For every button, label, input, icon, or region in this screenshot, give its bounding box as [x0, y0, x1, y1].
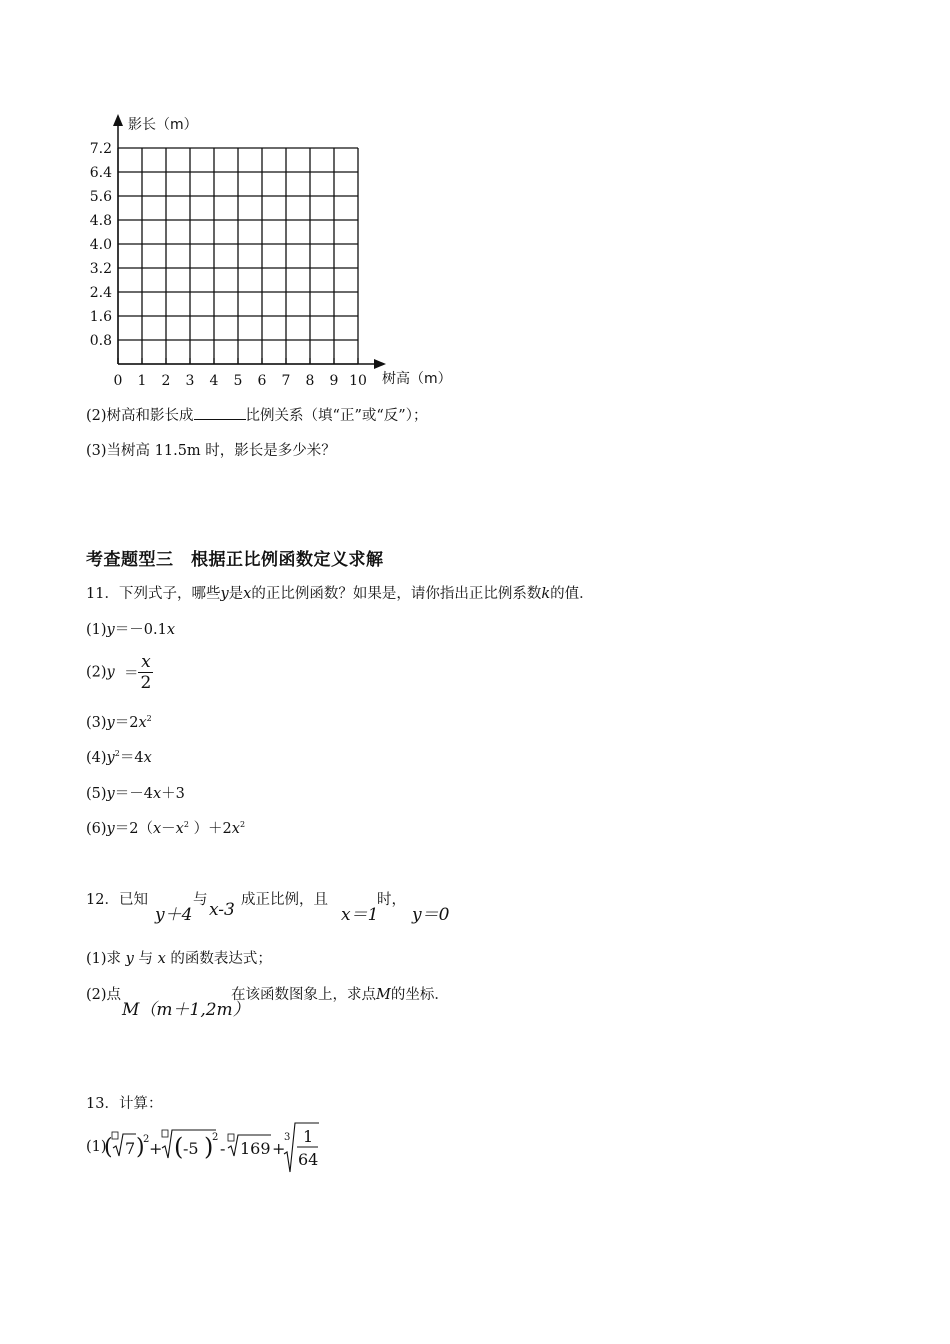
x-tick-label: 9 [329, 373, 339, 389]
q10-part3: (3)当树高 11.5m 时，影长是多少米？ [86, 443, 336, 459]
exponent: 2 [183, 820, 189, 830]
fraction-x-over-2 [138, 652, 153, 693]
y-axis-label: 影长（m） [128, 117, 198, 133]
exponent: 2 [146, 714, 152, 724]
item-number: (3) [86, 715, 107, 731]
var-y: y [106, 622, 115, 638]
q11-stem [86, 582, 594, 603]
text: 在该函数图象上，求点 [231, 987, 376, 1003]
q12-part1 [86, 947, 272, 968]
var-y: y [106, 821, 115, 837]
fraction-numerator-1: 1 [303, 1127, 314, 1146]
y-axis-arrow [113, 114, 123, 126]
y-tick-label: 3.2 [89, 261, 112, 277]
item-number: (5) [86, 786, 107, 802]
item-number: (1) [86, 622, 107, 638]
x-axis-arrow [374, 359, 386, 369]
var-x: x [152, 786, 162, 802]
paren-close: ) [136, 1135, 145, 1160]
var-y: y [106, 750, 115, 766]
q11-item-3 [86, 711, 152, 732]
item-number: (6) [86, 821, 107, 837]
equation-part: ＝－4 [114, 786, 153, 802]
y-tick-labels [90, 141, 112, 349]
equation-part: ＝2 [114, 715, 139, 731]
y-tick-label: 0.8 [89, 333, 112, 349]
exponent-2: 2 [143, 1134, 150, 1145]
y-tick-label: 4.0 [89, 237, 112, 253]
q12-part2-b [231, 983, 449, 1004]
item-number: (4) [86, 750, 107, 766]
equation-part: － [161, 821, 176, 837]
y-tick-label: 7.2 [89, 141, 112, 157]
radicand-neg5: -5 [183, 1139, 199, 1158]
y-tick-label: 5.6 [89, 189, 112, 205]
equation-part: ＝ [123, 666, 139, 682]
x-tick-label: 0 [113, 373, 123, 389]
x-tick-label: 7 [281, 373, 291, 389]
x-axis-label: 树高（m） [382, 371, 452, 387]
exponent: 2 [114, 749, 120, 759]
y-tick-label: 2.4 [89, 285, 112, 301]
text: (1)求 [86, 951, 122, 967]
var-y: y [106, 664, 115, 681]
paren-close: ) [204, 1133, 214, 1161]
var-x: x [157, 951, 166, 967]
y-tick-label: 1.6 [89, 309, 112, 325]
var-x: x [152, 821, 162, 837]
x-tick-label: 6 [257, 373, 267, 389]
q10-part2-text-b: 比例关系（填“正”或“反”）； [245, 408, 428, 424]
paren-open: ( [174, 1133, 184, 1161]
q10-part2-text-a: (2)树高和影长成 [86, 408, 194, 424]
q12-stem-d: 时， [377, 892, 406, 908]
q11-item-6 [86, 817, 245, 838]
exponent: 2 [239, 820, 246, 830]
x-tick-label: 5 [233, 373, 243, 389]
var-x: x [166, 622, 175, 638]
q10-answer-blank[interactable] [194, 405, 246, 420]
text: 与 [138, 951, 153, 967]
q12-stem-c: 成正比例，且 [241, 892, 328, 908]
x-tick-label: 3 [185, 373, 195, 389]
missing-index-box [228, 1134, 234, 1141]
q11-var-k: k [541, 586, 551, 602]
q13-expression [104, 1120, 334, 1176]
text: 的坐标． [390, 987, 449, 1003]
x-tick-label: 1 [137, 373, 147, 389]
q11-item-2 [86, 652, 153, 693]
text: 的函数表达式； [170, 951, 272, 967]
equation-part: ）＋2 [193, 821, 232, 837]
axes [118, 122, 378, 364]
missing-index-box [112, 1132, 118, 1139]
q13-part1-number: (1) [86, 1139, 107, 1155]
radicand-169: 169 [240, 1139, 271, 1158]
var-M: M [376, 987, 391, 1003]
equation-part: ＝4 [119, 750, 144, 766]
var-x: x [231, 821, 240, 837]
q11-item-4 [86, 746, 152, 767]
q11-item-5 [86, 782, 185, 803]
q12-math-x-minus-3: x-3 [209, 900, 235, 920]
q10-part2 [86, 404, 427, 425]
x-tick-label: 8 [305, 373, 315, 389]
q12-math-y-eq-0: y＝0 [412, 905, 450, 925]
var-y: y [106, 715, 115, 731]
q11-var-x: x [243, 586, 252, 602]
equation-part: ＋3 [161, 786, 185, 802]
fraction-numerator: x [138, 652, 153, 673]
q11-stem-c: 的正比例函数？如果是，请你指出正比例系数 [251, 586, 542, 602]
var-x: x [143, 750, 152, 766]
q11-stem-d: 的值． [550, 586, 594, 602]
missing-index-box [162, 1130, 168, 1137]
equation-part: ＝2（ [114, 821, 153, 837]
q13-stem: 13．计算： [86, 1096, 163, 1112]
var-x: x [175, 821, 184, 837]
q11-item-1 [86, 618, 175, 639]
item-number: (2) [86, 664, 107, 681]
exponent-2: 2 [212, 1132, 219, 1143]
equation-part: ＝－0.1 [114, 622, 167, 638]
q12-part2-a: (2)点 [86, 987, 122, 1003]
q11-var-y: y [220, 586, 229, 602]
q11-stem-a: 11．下列式子，哪些 [86, 586, 221, 602]
grid-lines [118, 148, 358, 364]
q12-stem-b: 与 [193, 892, 208, 908]
x-tick-label: 2 [161, 373, 171, 389]
var-y: y [125, 951, 134, 967]
plus-sign: + [272, 1139, 286, 1158]
y-tick-label: 6.4 [89, 165, 112, 181]
q12-math-y-plus-4: y＋4 [155, 905, 193, 925]
plus-sign: + [149, 1139, 163, 1158]
section-heading: 考查题型三 根据正比例函数定义求解 [86, 550, 384, 570]
grid-chart [80, 110, 480, 400]
y-tick-label: 4.8 [89, 213, 112, 229]
radicand-7: 7 [125, 1139, 136, 1158]
q11-stem-b: 是 [228, 586, 244, 602]
paren-open: ( [104, 1135, 113, 1160]
q12-stem-a: 12．已知 [86, 892, 148, 908]
q12-math-x-eq-1: x＝1 [341, 905, 379, 925]
var-y: y [106, 786, 115, 802]
x-tick-label: 4 [209, 373, 219, 389]
var-x: x [138, 715, 147, 731]
fraction-denominator-64: 64 [298, 1150, 319, 1169]
fraction-denominator: 2 [140, 673, 152, 693]
x-tick-label: 10 [349, 373, 367, 389]
x-tick-labels [114, 373, 367, 389]
minus-sign: - [220, 1139, 226, 1158]
root-index-3: 3 [284, 1132, 291, 1143]
q12-point-M: M（m＋1,2m） [122, 1000, 250, 1020]
